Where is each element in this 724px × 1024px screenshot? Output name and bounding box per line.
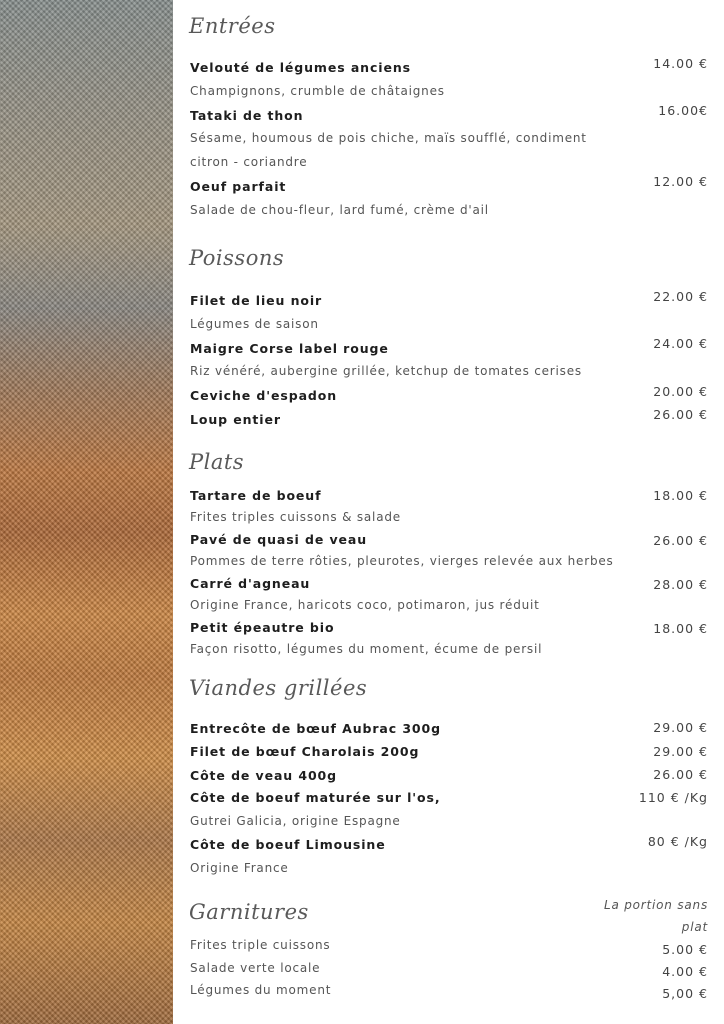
dish-price: 16.00€ xyxy=(658,103,708,118)
dish-price: 18.00 € xyxy=(653,621,708,636)
decorative-texture-panel xyxy=(0,0,173,1024)
dish-name: Ceviche d'espadon xyxy=(190,388,338,403)
dish-description: Légumes de saison xyxy=(190,317,319,331)
dish-description: Sésame, houmous de pois chiche, maïs soufflé, condiment xyxy=(190,131,587,145)
dish-description: Origine France xyxy=(190,861,289,875)
dish-name: Oeuf parfait xyxy=(190,179,287,194)
dish-price: 29.00 € xyxy=(653,744,708,759)
section-title-garnitures: Garnitures xyxy=(189,900,309,924)
portion-note: plat xyxy=(681,920,708,934)
dish-description: Gutrei Galicia, origine Espagne xyxy=(190,814,401,828)
dish-name: Loup entier xyxy=(190,412,281,427)
dish-price: 110 € /Kg xyxy=(638,790,708,805)
dish-name: Entrecôte de bœuf Aubrac 300g xyxy=(190,721,441,736)
side-dish-price: 4.00 € xyxy=(662,964,708,979)
side-dish-price: 5.00 € xyxy=(662,942,708,957)
dish-price: 18.00 € xyxy=(653,488,708,503)
dish-price: 80 € /Kg xyxy=(647,834,708,849)
dish-price: 28.00 € xyxy=(653,577,708,592)
dish-price: 22.00 € xyxy=(653,289,708,304)
side-dish-price: 5,00 € xyxy=(662,986,708,1001)
dish-name: Côte de boeuf maturée sur l'os, xyxy=(190,790,441,805)
section-title-viandes-grillees: Viandes grillées xyxy=(189,676,368,700)
section-title-entrees: Entrées xyxy=(189,14,276,38)
dish-name: Côte de boeuf Limousine xyxy=(190,837,386,852)
dish-description: Riz vénéré, aubergine grillée, ketchup de tomates cerises xyxy=(190,364,582,378)
side-dish-name: Frites triple cuissons xyxy=(190,938,331,952)
dish-name: Velouté de légumes anciens xyxy=(190,60,411,75)
dish-name: Tartare de boeuf xyxy=(190,488,322,503)
dish-description: Champignons, crumble de châtaignes xyxy=(190,84,445,98)
dish-price: 26.00 € xyxy=(653,767,708,782)
dish-name: Pavé de quasi de veau xyxy=(190,532,368,547)
dish-price: 29.00 € xyxy=(653,720,708,735)
portion-note: La portion sans xyxy=(603,898,708,912)
dish-name: Petit épeautre bio xyxy=(190,620,335,635)
dish-price: 12.00 € xyxy=(653,174,708,189)
side-dish-name: Légumes du moment xyxy=(190,983,332,997)
dish-price: 14.00 € xyxy=(653,56,708,71)
dish-name: Tataki de thon xyxy=(190,108,304,123)
dish-name: Filet de bœuf Charolais 200g xyxy=(190,744,420,759)
dish-price: 20.00 € xyxy=(653,384,708,399)
dish-name: Carré d'agneau xyxy=(190,576,311,591)
dish-price: 24.00 € xyxy=(653,336,708,351)
dish-name: Filet de lieu noir xyxy=(190,293,323,308)
dish-description: Origine France, haricots coco, potimaron, jus réduit xyxy=(190,598,540,612)
dish-description: citron - coriandre xyxy=(190,155,308,169)
dish-description: Salade de chou-fleur, lard fumé, crème d'ail xyxy=(190,203,489,217)
dish-name: Maigre Corse label rouge xyxy=(190,341,389,356)
dish-description: Pommes de terre rôties, pleurotes, vierges relevée aux herbes xyxy=(190,554,614,568)
dish-price: 26.00 € xyxy=(653,533,708,548)
section-title-poissons: Poissons xyxy=(189,246,285,270)
dish-description: Façon risotto, légumes du moment, écume de persil xyxy=(190,642,543,656)
dish-name: Côte de veau 400g xyxy=(190,768,337,783)
section-title-plats: Plats xyxy=(189,450,245,474)
dish-price: 26.00 € xyxy=(653,407,708,422)
side-dish-name: Salade verte locale xyxy=(190,961,321,975)
dish-description: Frites triples cuissons & salade xyxy=(190,510,401,524)
